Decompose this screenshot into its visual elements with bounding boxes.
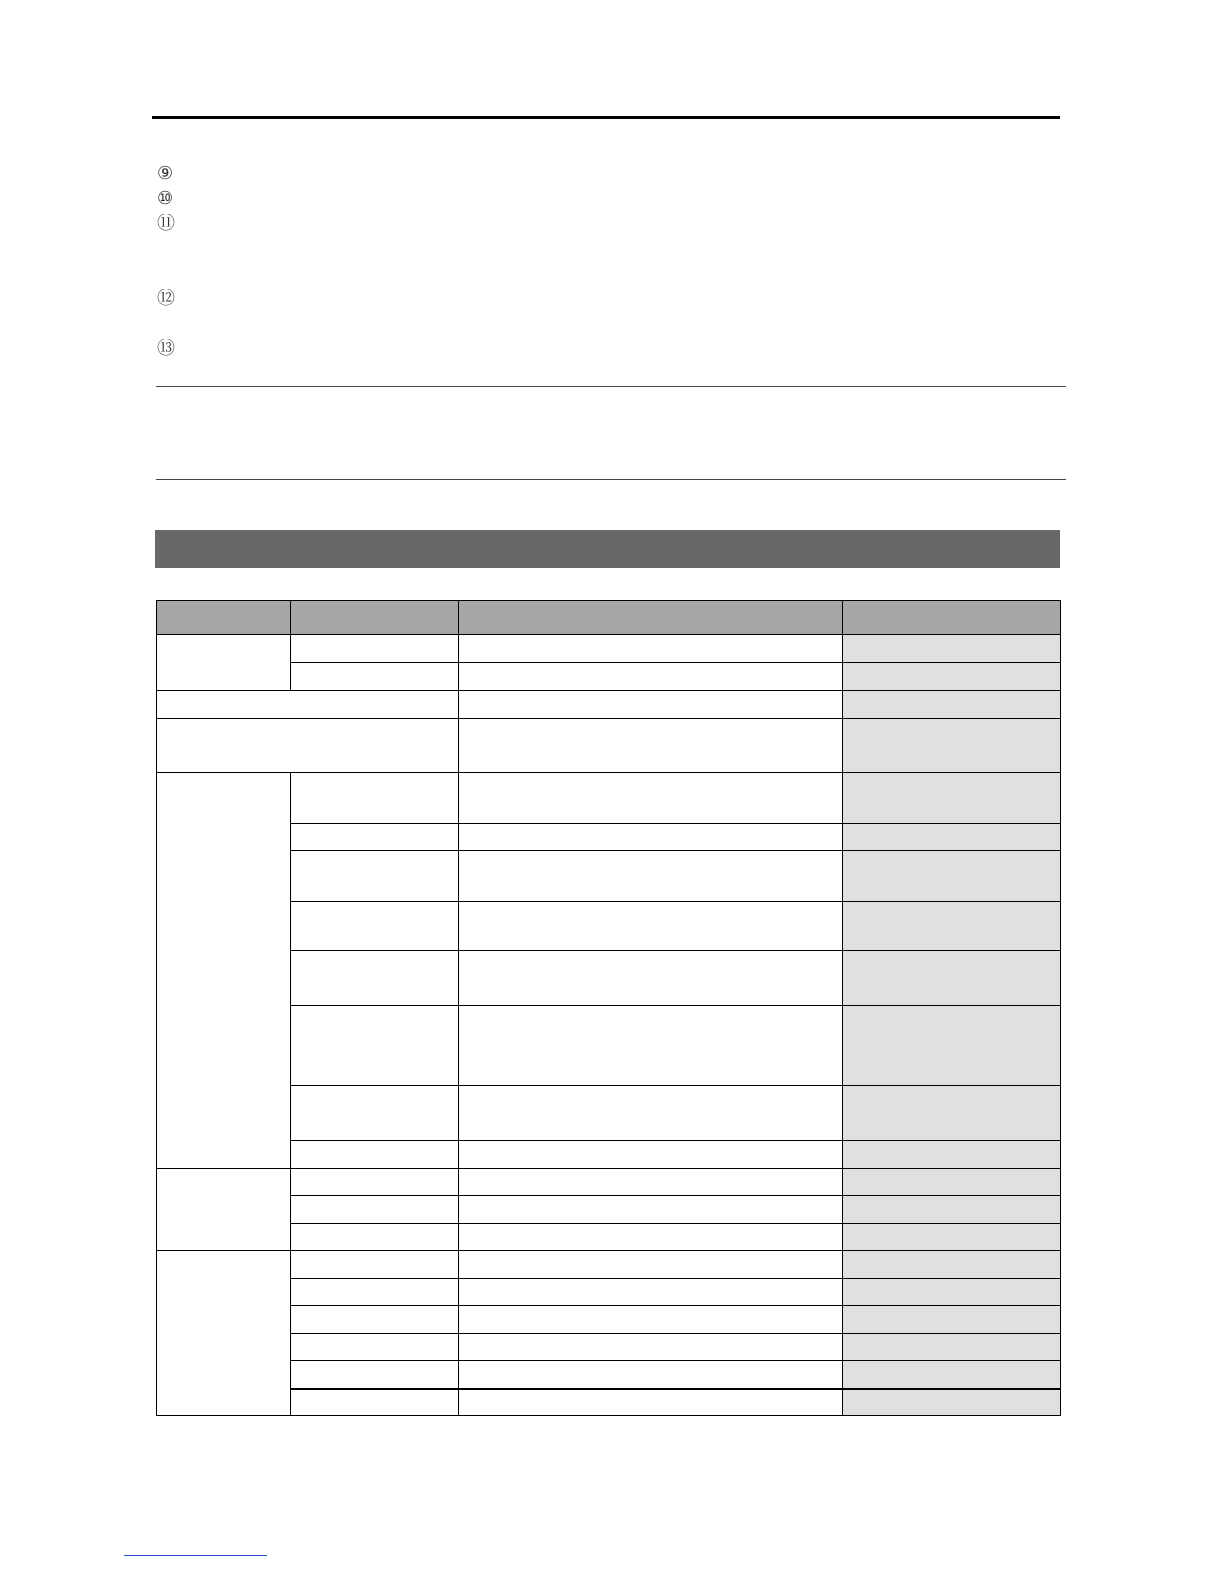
description-cell	[459, 719, 843, 773]
note-top-rule	[156, 386, 1066, 387]
value-cell	[843, 1389, 1061, 1416]
table-row	[157, 1169, 1061, 1196]
item-cell	[291, 773, 459, 824]
description-cell	[459, 1006, 843, 1086]
value-cell	[843, 719, 1061, 773]
description-cell	[459, 1306, 843, 1334]
value-cell	[843, 1006, 1061, 1086]
table-row	[157, 1006, 1061, 1086]
header-cell-item	[291, 601, 459, 635]
item-cell	[291, 1334, 459, 1361]
description-cell	[459, 1361, 843, 1389]
item-cell	[291, 851, 459, 902]
value-cell	[843, 1169, 1061, 1196]
item-cell	[291, 635, 459, 663]
merged-label-cell	[157, 719, 459, 773]
footer-link-underline[interactable]	[124, 1555, 267, 1556]
value-cell	[843, 1141, 1061, 1169]
description-cell	[459, 1086, 843, 1141]
value-cell	[843, 1086, 1061, 1141]
table-row	[157, 902, 1061, 951]
category-cell	[157, 1251, 291, 1416]
item-cell	[291, 1361, 459, 1389]
table-row	[157, 1224, 1061, 1251]
item-cell	[291, 1306, 459, 1334]
table-row	[157, 951, 1061, 1006]
description-cell	[459, 951, 843, 1006]
callout-marker-9: ⑨	[157, 164, 174, 184]
table-row	[157, 1196, 1061, 1224]
description-cell	[459, 635, 843, 663]
value-cell	[843, 902, 1061, 951]
value-cell	[843, 1224, 1061, 1251]
table-row	[157, 1086, 1061, 1141]
callout-marker-10: ⑩	[157, 189, 174, 209]
value-cell	[843, 851, 1061, 902]
description-cell	[459, 1224, 843, 1251]
description-cell	[459, 691, 843, 719]
item-cell	[291, 1006, 459, 1086]
merged-label-cell	[157, 691, 459, 719]
table-header-row	[157, 601, 1061, 635]
spec-table	[156, 600, 1061, 1416]
item-cell	[291, 951, 459, 1006]
table-row	[157, 1141, 1061, 1169]
item-cell	[291, 902, 459, 951]
description-cell	[459, 1141, 843, 1169]
description-cell	[459, 1196, 843, 1224]
item-cell	[291, 1169, 459, 1196]
table-row	[157, 773, 1061, 824]
description-cell	[459, 1334, 843, 1361]
table-row	[157, 1251, 1061, 1279]
value-cell	[843, 1196, 1061, 1224]
table-row	[157, 824, 1061, 851]
value-cell	[843, 1279, 1061, 1306]
description-cell	[459, 773, 843, 824]
value-cell	[843, 1251, 1061, 1279]
value-cell	[843, 1306, 1061, 1334]
table-row	[157, 691, 1061, 719]
table-row	[157, 1306, 1061, 1334]
table-row	[157, 1389, 1061, 1416]
value-cell	[843, 824, 1061, 851]
section-heading-bar	[155, 530, 1060, 568]
description-cell	[459, 1169, 843, 1196]
table-row	[157, 663, 1061, 691]
item-cell	[291, 1389, 459, 1416]
table-row	[157, 851, 1061, 902]
callout-marker-12: ⑫	[157, 289, 175, 309]
item-cell	[291, 1251, 459, 1279]
category-cell	[157, 773, 291, 1169]
item-cell	[291, 663, 459, 691]
description-cell	[459, 851, 843, 902]
value-cell	[843, 951, 1061, 1006]
value-cell	[843, 1334, 1061, 1361]
top-rule	[152, 116, 1060, 119]
table-row	[157, 719, 1061, 773]
table-row	[157, 1334, 1061, 1361]
item-cell	[291, 1141, 459, 1169]
callout-marker-13: ⑬	[157, 339, 175, 359]
item-cell	[291, 1279, 459, 1306]
note-bottom-rule	[156, 479, 1066, 480]
description-cell	[459, 1279, 843, 1306]
table-row	[157, 1279, 1061, 1306]
header-cell-description	[459, 601, 843, 635]
value-cell	[843, 635, 1061, 663]
description-cell	[459, 902, 843, 951]
description-cell	[459, 824, 843, 851]
table-row	[157, 1361, 1061, 1389]
category-cell	[157, 635, 291, 691]
value-cell	[843, 773, 1061, 824]
value-cell	[843, 691, 1061, 719]
table-row	[157, 635, 1061, 663]
item-cell	[291, 1086, 459, 1141]
callout-marker-11: ⑪	[157, 214, 175, 234]
header-cell-category	[157, 601, 291, 635]
category-cell	[157, 1169, 291, 1251]
description-cell	[459, 663, 843, 691]
header-cell-value	[843, 601, 1061, 635]
description-cell	[459, 1389, 843, 1416]
item-cell	[291, 824, 459, 851]
item-cell	[291, 1224, 459, 1251]
item-cell	[291, 1196, 459, 1224]
description-cell	[459, 1251, 843, 1279]
value-cell	[843, 1361, 1061, 1389]
value-cell	[843, 663, 1061, 691]
